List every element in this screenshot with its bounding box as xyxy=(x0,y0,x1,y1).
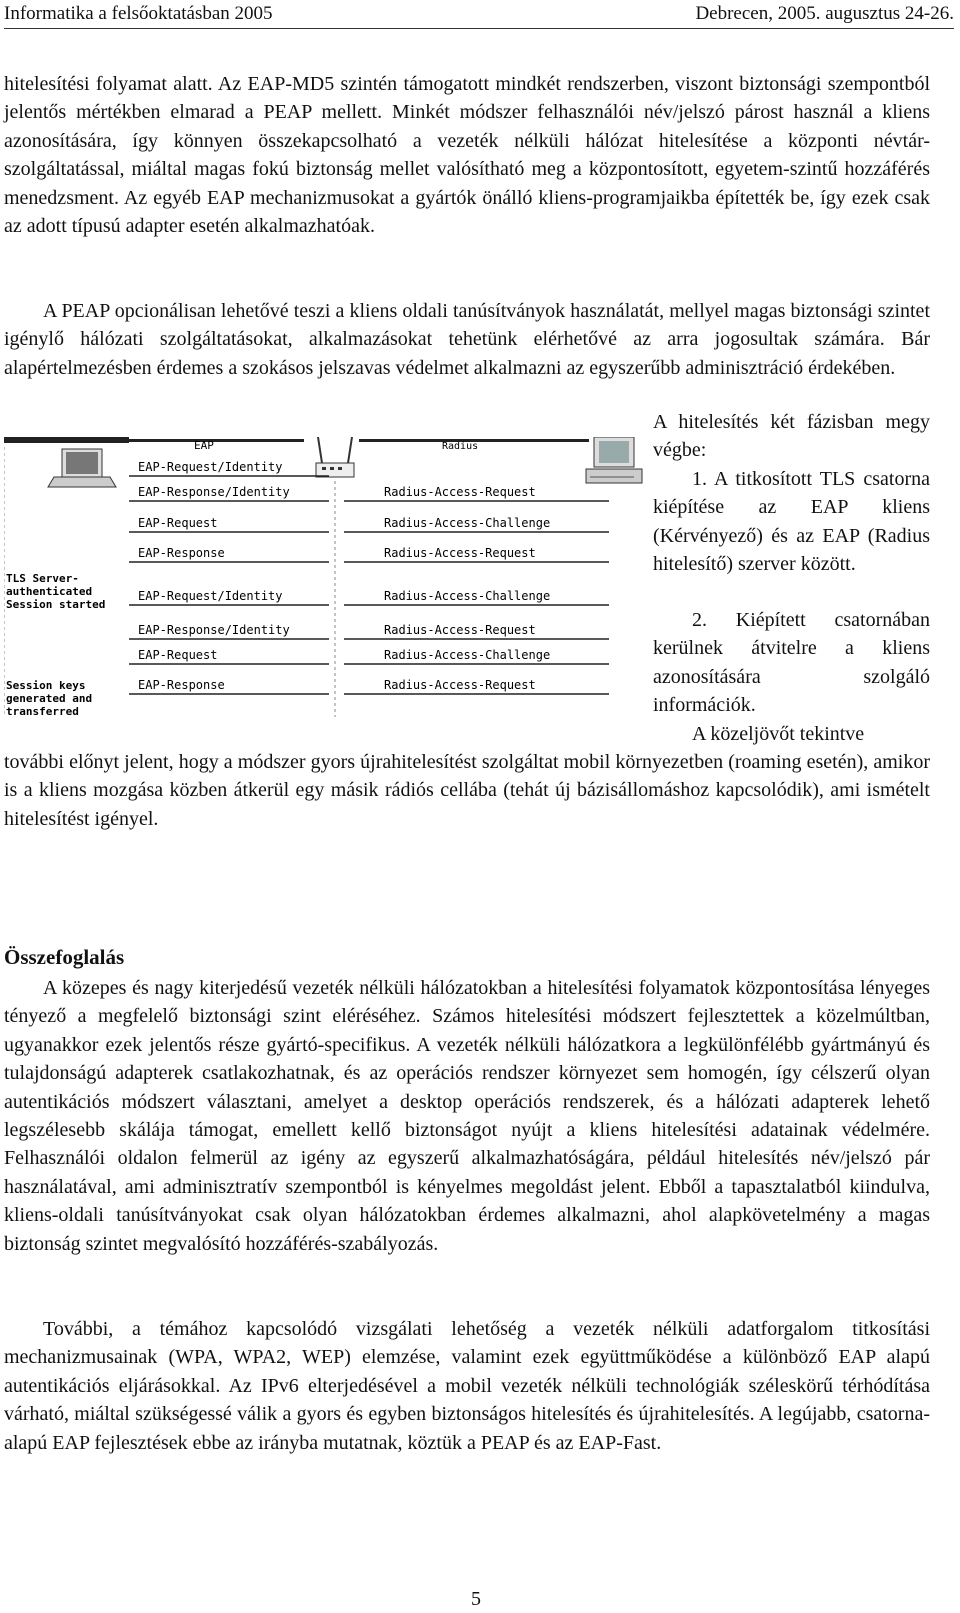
eap-message-label: EAP-Request/Identity xyxy=(138,460,283,474)
keys-note xyxy=(6,679,92,718)
eap-bar xyxy=(129,439,304,442)
server-icon xyxy=(586,437,642,483)
eap-message-label: EAP-Response/Identity xyxy=(138,623,290,637)
client-bar-left xyxy=(4,437,129,443)
header-conference-title: Informatika a felsőoktatásban 2005 xyxy=(4,3,273,24)
tls-note-line-2: authenticated xyxy=(6,585,93,598)
summary-paragraph-1: A közepes és nagy kiterjedésű vezeték nélküli hálózatokban a hitelesítési folyamatok központosítása lényeges tényező a megfelelő biztonsági szint eléréséhez. Számos hitelesítési módszert fejlesztettek a közelmúltban, ugyanakkor ezek jelentős része gyártó-specifikus. A vezeték nélküli hálózatkora a legkülönfélébb gyártmányú és tulajdonságú adapterek csatlakozhatnak, és az operációs rendszer környezet sem homogén, így célszerű olyan autentikációs módszert választani, amelyet a desktop operációs rendszerek, és a hálózati adapterek lehető legszélesebb skálája támogat, emellett kellő biztonságot nyújt a kliens hitelesítési adatainak védelmére. Felhasználói oldalon felmerül az igény az egyszerű alkalmazhatóságára, például hitelesítés név/jelszó pár használatával, ami adminisztratív szempontból is kényelmes megoldást jelent. Ebből a tapasztalatból kiindulva, kliens-oldali tanúsítványokat csak olyan hálózatokban érdemes alkalmazni, ahol alapkövetelmény a magas biztonság szintet megvalósító hozzáférés-szabályozás. xyxy=(4,977,930,1255)
keys-note-line-3: transferred xyxy=(6,705,79,718)
radius-message-label: Radius-Access-Request xyxy=(384,623,536,637)
phase-2: 2. Kiépített csatornában kerülnek átvitelre a kliens azonosítására szolgáló információk. xyxy=(653,609,930,717)
summary-paragraph-2: További, a témához kapcsolódó vizsgálati lehetőség a vezeték nélküli adatforgalom titkosítási mechanizmusainak (WPA, WPA2, WEP) elemzése, valamint ezek együttműködése a különböző EAP alapú autentikációs eljárásokkal. Az IPv6 elterjedésével a mobil vezeték nélküli technológiák széleskörű térhódítása várható, miáltal szükségessé válik a gyors és egyben biztonságos hitelesítés és újrahitelesítés. A legújabb, csatorna-alapú EAP fejlesztések ebbe az irányba mutatnak, köztük a PEAP és az EAP-Fast. xyxy=(4,1318,930,1454)
eap-message-list xyxy=(129,460,329,694)
summary-heading: Összefoglalás xyxy=(4,945,125,969)
radius-message-label: Radius-Access-Request xyxy=(384,678,536,692)
access-point-icon xyxy=(316,437,354,477)
continuation-start: A közeljövőt tekintve xyxy=(692,723,865,745)
roaming-paragraph: további előnyt jelent, hogy a módszer gyors újrahitelesítést szolgáltat mobil környezetben (roaming esetén), amikor is a kliens mozgása közben átkerül egy másik rádiós cellába (tehát új bázisállomáshoz kapcsolódik), ami ismételt hitelesítést igényel. xyxy=(4,751,930,830)
radius-message-label: Radius-Access-Challenge xyxy=(384,516,551,530)
eap-message-label: EAP-Response xyxy=(138,546,225,560)
keys-note-line-1: Session keys xyxy=(6,679,86,692)
phases-intro: A hitelesítés két fázisban megy végbe: xyxy=(653,411,930,462)
tls-note-line-1: TLS Server- xyxy=(6,572,79,585)
tls-note xyxy=(6,572,105,611)
eap-message-label: EAP-Response/Identity xyxy=(138,485,290,499)
page-number: 5 xyxy=(471,1588,481,1610)
intro-paragraph: hitelesítési folyamat alatt. Az EAP-MD5 szintén támogatott mindkét rendszerben, viszont biztonsági szempontból jelentős mértékben elmarad a PEAP mellett. Minkét módszer felhasználói név/jelszó párost használ a kliens azonosítására, így könnyen összekapcsolható a vezeték nélküli hálózat hitelesítése a központi névtár-szolgáltatással, miáltal magas fokú biztonság mellet valósítható meg a központosított, egyetem-szintű hozzáférés menedzsment. Az egyéb EAP mechanizmusokat a gyártók önálló kliens-programjaikba építették be, így ezek csak az adott típusú adapter esetén alkalmazhatóak. xyxy=(4,73,930,238)
laptop-icon xyxy=(48,449,116,487)
tls-note-line-3: Session started xyxy=(6,598,106,611)
eap-message-label: EAP-Request xyxy=(138,648,218,662)
eap-message-label: EAP-Response xyxy=(138,678,225,692)
keys-note-line-2: generated and xyxy=(6,692,93,705)
eap-message-label: EAP-Request/Identity xyxy=(138,589,283,603)
eap-radius-sequence-diagram xyxy=(4,437,644,747)
peap-paragraph: A PEAP opcionálisan lehetővé teszi a kliens oldali tanúsítványok használatát, mellyel magas biztonsági szintet igénylő hálózati szolgáltatásokat, alkalmazásokat tehetünk elérhetővé az arra jogosultak számára. Bár alapértelmezésben érdemes a szokásos jelszavas védelmet alkalmazni az egyszerűbb adminisztráció érdekében. xyxy=(4,300,930,379)
eap-label: EAP xyxy=(194,439,214,452)
running-header xyxy=(4,2,954,29)
radius-message-label: Radius-Access-Request xyxy=(384,546,536,560)
radius-message-label: Radius-Access-Challenge xyxy=(384,648,551,662)
radius-message-label: Radius-Access-Request xyxy=(384,485,536,499)
radius-label: Radius xyxy=(442,441,479,452)
radius-message-label: Radius-Access-Challenge xyxy=(384,589,551,603)
header-location-date: Debrecen, 2005. augusztus 24-26. xyxy=(695,3,954,24)
radius-message-list xyxy=(344,485,609,694)
eap-message-label: EAP-Request xyxy=(138,516,218,530)
phase-1: 1. A titkosított TLS csatorna kiépítése az EAP kliens (Kérvényező) és az EAP (Radius hitelesítő) szerver között. xyxy=(653,468,930,576)
